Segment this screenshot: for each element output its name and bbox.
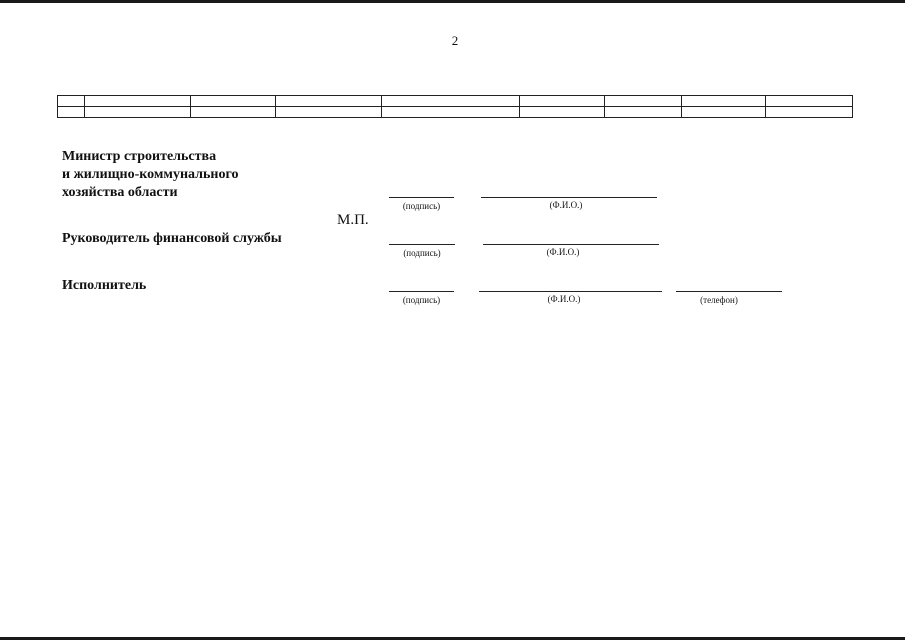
minister-title-line: Министр строительства (62, 149, 217, 164)
table-cell (276, 96, 382, 107)
table-cell (520, 107, 605, 118)
minister-name-line (481, 197, 657, 198)
table-cell (191, 96, 276, 107)
table-cell (605, 107, 682, 118)
table-cell (382, 107, 520, 118)
table-cell (682, 107, 766, 118)
finance-head-signature-caption: (подпись) (403, 248, 441, 258)
scan-top-border (0, 0, 905, 3)
minister-title-line: и жилищно-коммунального (62, 167, 239, 182)
table-cell (58, 107, 85, 118)
table-cell (766, 96, 853, 107)
executor-title: Исполнитель (62, 278, 147, 293)
finance-head-name-caption: (Ф.И.О.) (546, 247, 580, 257)
table-cell (276, 107, 382, 118)
page-number: 2 (451, 33, 459, 48)
seal-label: М.П. (337, 212, 369, 228)
table-cell (85, 96, 191, 107)
table-cell (605, 96, 682, 107)
minister-title-line: хозяйства области (62, 185, 178, 200)
table-row (58, 107, 853, 118)
executor-signature-line (389, 291, 454, 292)
table-row (58, 96, 853, 107)
finance-head-title: Руководитель финансовой службы (62, 231, 282, 246)
table-cell (766, 107, 853, 118)
table-cell (191, 107, 276, 118)
finance-head-signature-line (389, 244, 455, 245)
table-cell (58, 96, 85, 107)
table-cell (682, 96, 766, 107)
table-cell (520, 96, 605, 107)
minister-signature-line (389, 197, 454, 198)
executor-name-line (479, 291, 662, 292)
executor-signature-caption: (подпись) (402, 295, 441, 305)
executor-phone-line (676, 291, 782, 292)
minister-title (62, 148, 238, 202)
minister-signature-caption: (подпись) (402, 201, 441, 211)
finance-head-name-line (483, 244, 659, 245)
minister-name-caption: (Ф.И.О.) (549, 200, 583, 210)
form-table (57, 95, 853, 118)
table-cell (85, 107, 191, 118)
table-cell (382, 96, 520, 107)
executor-name-caption: (Ф.И.О.) (547, 294, 581, 304)
executor-phone-caption: (телефон) (700, 295, 738, 305)
